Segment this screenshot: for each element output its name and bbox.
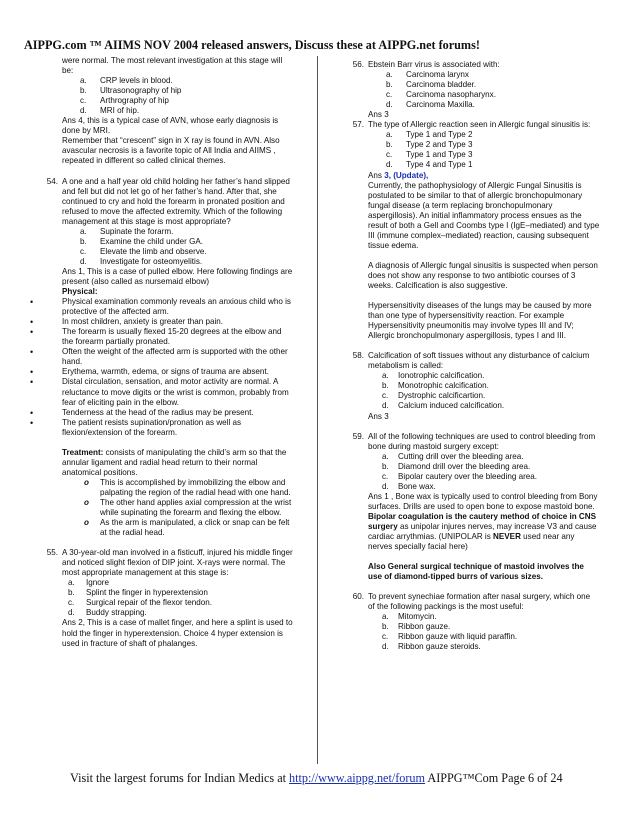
sub-bullet-item: o As the arm is manipulated, a click or snap can be felt at the radial head. bbox=[84, 518, 290, 538]
option-b: b. Examine the child under GA. bbox=[80, 236, 204, 246]
option-c: c. Arthrography of hip bbox=[80, 96, 169, 106]
answer-text: Ans 2, This is a case of mallet finger, and here a splint is used to bbox=[62, 618, 293, 628]
option-d: d. Investigate for osteomyelitis. bbox=[80, 256, 203, 266]
option-a: a. Carcinoma larynx bbox=[386, 70, 469, 80]
question-60: 60. To prevent synechiae formation after nasal surgery, which one of the following packings is the most useful: bbox=[330, 592, 610, 612]
forum-link[interactable]: http://www.aippg.net/forum bbox=[289, 771, 426, 785]
option-a: a. Ionotrophic calcification. bbox=[382, 371, 485, 381]
answer-text: Ans 3 bbox=[368, 110, 389, 120]
option-d: d. Type 4 and Type 1 bbox=[386, 160, 473, 170]
question-number: 57. bbox=[352, 120, 364, 130]
option-d: d. Bone wax. bbox=[382, 481, 436, 491]
question-number: 59. bbox=[352, 431, 364, 441]
bullet-item: • Physical examination commonly reveals an anxious child who is protective of the affected arm. bbox=[30, 297, 291, 317]
explanation-paragraph: Currently, the pathophysiology of Allergic Fungal Sinusitis is postulated to be similar to that of allergic bronchopulmonary fungal disease (a term replacing bronchopulmonary aspergillosis). An initial inflammatory process ensues as the result of both a Gell and Coombs type I (IgE–mediated) and type III (immune complex–mediated) reaction, causing subsequent tissue edema. bbox=[368, 180, 600, 250]
option-c: c. Dystrophic calcificartion. bbox=[382, 391, 486, 401]
answer-text: Ans 4, this is a typical case of AVN, whose early diagnosis is bbox=[62, 116, 279, 126]
question-57: 57. The type of Allergic reaction seen in Allergic fungal sinusitis is: bbox=[330, 120, 610, 130]
option-d: d. Calcium induced calcification. bbox=[382, 401, 505, 411]
option-a: a. Type 1 and Type 2 bbox=[386, 130, 473, 140]
question-54: 54. A one and a half year old child holding her father’s hand slipped and fell but did not let go of her father’s hand. After that, she continued to cry and hold the forearm in pronated position and refused to move the affected extremity. Which of the following management at this stage is most appropriate? bbox=[24, 177, 311, 227]
option-a: a. Ignore bbox=[68, 578, 109, 588]
option-b: b. Ultrasonography of hip bbox=[80, 86, 182, 96]
option-b: b. Splint the finger in hyperextension bbox=[68, 588, 208, 598]
page-footer: Visit the largest forums for Indian Medics at http://www.aippg.net/forum AIPPG™Com Page 6 of 24 bbox=[70, 771, 563, 785]
treatment-paragraph: Treatment: consists of manipulating the child’s arm so that the annular ligament and radial head return to their normal anatomical positions. bbox=[62, 447, 287, 477]
sub-bullet-item: o The other hand applies axial compression at the wrist while supinating the forearm and flexing the elbow. bbox=[84, 497, 292, 518]
question-53-continuation: were normal. The most relevant investigation at this stage will be: a. CRP levels in blood. b. Ultrasonography of hip c. Arthrography of hip d. MRI of hip. Ans 4, this is a typical case of AVN, whose early diagnosis is done by MRI. Remember that “crescent” sign in X ray is found in AVN. Also avascular necrosis is a favorite topic of All India and AIIMS , repeated in different so called clinical themes. bbox=[24, 56, 311, 167]
general-technique-note: Also General surgical technique of mastoid involves the use of diamond-tipped burrs of various sizes. bbox=[368, 562, 584, 582]
bullet-item: • The forearm is usually flexed 15-20 degrees at the elbow and the forearm partially pronated. bbox=[30, 327, 282, 347]
option-c: c. Bipolar cautery over the bleeding area. bbox=[382, 471, 538, 481]
option-b: b. Ribbon gauze. bbox=[382, 622, 451, 632]
answer-text: Ans 1 , Bone wax is typically used to control bleeding from Bony surfaces. Drills are used to open bone to expose mastoid bone. Bipolar coagulation is the cautery method of choice in CNS surgery as unipolar injures nerves, may increase V3 and cause cardiac arrythmias. (UNIPOLAR is NEVER used near any nerves specially facial here) bbox=[368, 491, 598, 552]
answer-text: Ans 3 bbox=[368, 411, 389, 421]
bullet-item: • Often the weight of the affected arm is supported with the other hand. bbox=[30, 347, 288, 367]
bullet-item: • In most children, anxiety is greater than pain. bbox=[30, 317, 224, 328]
option-d: d. Carcinoma Maxilla. bbox=[386, 100, 475, 110]
question-56: 56. Ebstein Barr virus is associated with: bbox=[330, 60, 610, 70]
option-c: c. Carcinoma nasopharynx. bbox=[386, 90, 496, 100]
question-55: 55. A 30-year-old man involved in a fisticuff, injured his middle finger and noticed slight flexion of DIP joint. X-rays were normal. The most appropriate management at this stage is: bbox=[24, 548, 311, 578]
page-header: AIPPG.com ™ AIIMS NOV 2004 released answers, Discuss these at AIPPG.net forums! bbox=[24, 38, 480, 52]
question-number: 54. bbox=[46, 176, 58, 186]
question-number: 60. bbox=[352, 592, 364, 602]
bullet-item: • The patient resists supination/pronation as well as flexion/extension of the forearm. bbox=[30, 417, 242, 437]
question-number: 56. bbox=[352, 60, 364, 69]
page-number: AIPPG™Com Page 6 of 24 bbox=[425, 771, 563, 785]
option-a: a. Mitomycin. bbox=[382, 612, 437, 622]
answer-text: Ans 3, (Update), bbox=[368, 170, 429, 180]
option-d: d. MRI of hip. bbox=[80, 106, 140, 116]
option-c: c. Surgical repair of the flexor tendon. bbox=[68, 598, 212, 608]
option-b: b. Type 2 and Type 3 bbox=[386, 140, 473, 150]
explanation-paragraph: Hypersensitivity diseases of the lungs may be caused by more than one type of hypersensitivity reaction. For example Hypersensitivity pneumonitis may involve types III and IV; Allergic bronchopulmonary aspergillosis, types I and III. bbox=[368, 301, 592, 341]
option-d: d. Buddy strapping. bbox=[68, 608, 147, 618]
bullet-item: • Distal circulation, sensation, and motor activity are normal. A reluctance to move digits or the wrist is common, probably from fear of eliciting pain in the elbow. bbox=[30, 377, 289, 407]
option-b: b. Diamond drill over the bleeding area. bbox=[382, 461, 531, 471]
bullet-item: • Tenderness at the head of the radius may be present. bbox=[30, 407, 254, 418]
right-column bbox=[330, 56, 610, 652]
treatment-label: Treatment: bbox=[62, 447, 104, 457]
sub-bullet-item: o This is accomplished by immobilizing the elbow and palpating the region of the radial head with one hand. bbox=[84, 477, 291, 497]
option-c: c. Elevate the limb and observe. bbox=[80, 246, 207, 256]
question-59: 59. All of the following techniques are used to control bleeding from bone during mastoid surgery except: bbox=[330, 432, 610, 452]
option-b: b. Carcinoma bladder. bbox=[386, 80, 477, 90]
update-tag: 3, (Update), bbox=[384, 170, 429, 180]
option-c: c. Ribbon gauze with liquid paraffin. bbox=[382, 632, 518, 642]
option-d: d. Ribbon gauze steroids. bbox=[382, 642, 481, 652]
bullet-item: • Erythema, warmth, edema, or signs of trauma are absent. bbox=[30, 367, 269, 378]
option-a: a. Supinate the forarm. bbox=[80, 226, 174, 236]
option-a: a. CRP levels in blood. bbox=[80, 76, 173, 86]
question-58: 58. Calcification of soft tissues without any disturbance of calcium metabolism is called: bbox=[330, 351, 610, 371]
option-a: a. Cutting drill over the bleeding area. bbox=[382, 451, 524, 461]
column-divider bbox=[317, 56, 318, 764]
left-column: were normal. The most relevant investigation at this stage will be: a. CRP levels in blood. b. Ultrasonography of hip c. Arthrography of hip d. MRI of hip. Ans 4, this is a typical case of AVN, whose early diagnosis is done by MRI. Remember that “crescent” sign in X ray is found in AVN. Also avascular necrosis is a favorite topic of All India and AIIMS , repeated in different so called clinical themes. 54. A one and a half year old child holding her father’s hand slipped and fell but did not let go of her father’s hand. After that, she continued to cry and hold the forearm in pronated position and refused to move the affected extremity. Which of the following management at this stage is most appropriate? a. Supinate the forarm. b. Examine the child under GA. c. Elevate the limb and observe. d. Investigate for osteomyelitis. Ans 1, This is a case of pulled elbow. Here following findings are present (also called as nursemaid elbow) Physical: • Physical examination commonly reveals an anxious child who is protective of the affected arm. • In most children, anxiety is greater than pain. • The forearm is usually flexed 15-20 degrees at the elbow and the forearm partially pronated. • Often the weight of the affected arm is supported with the other hand. • Erythema, warmth, edema, or signs of trauma are absent. • Distal circulation, sensation, and motor activity are normal. A reluctance to move digits or the wrist is common, probably from fear of eliciting pain in the elbow. • Tenderness at the head of the radius may be present. • The patient resists supination/pronation as well as flexion/extension of the forearm. Treatment: consists of manipulating the child’s arm so that the annular ligament and radial head return to their normal anatomical positions. o This is accomplished by immobilizing the elbow and palpating the region of the radial head with one hand. o The other hand applies axial compression at the wrist while supinating the forearm and flexing the elbow. o As the arm is manipulated, a click or snap can be felt at the radial head. 55. A 30-year-old man involved in a fisticuff, injured his middle finger and noticed slight flexion of DIP joint. X-rays were normal. The most appropriate management at this stage is: a. Ignore b. Splint the finger in hyperextension c. Surgical repair of the flexor tendon. d. Buddy strapping. Ans 2, This is a case of mallet finger, and here a splint is used to hold the finger in hyperextension. Choice 4 hyper extension is used in fracture of shaft of phalanges. bbox=[24, 56, 311, 649]
option-b: b. Monotrophic calcification. bbox=[382, 381, 489, 391]
question-number: 55. bbox=[46, 548, 58, 558]
question-number: 58. bbox=[352, 351, 364, 361]
option-c: c. Type 1 and Type 3 bbox=[386, 150, 473, 160]
explanation-paragraph: A diagnosis of Allergic fungal sinusitis is suspected when person does not show any response to two antibiotic courses of 3 weeks. Calcification is also suggestive. bbox=[368, 260, 598, 290]
answer-text: Ans 1, This is a case of pulled elbow. Here following findings are bbox=[62, 266, 293, 276]
physical-heading: Physical: bbox=[62, 287, 98, 297]
